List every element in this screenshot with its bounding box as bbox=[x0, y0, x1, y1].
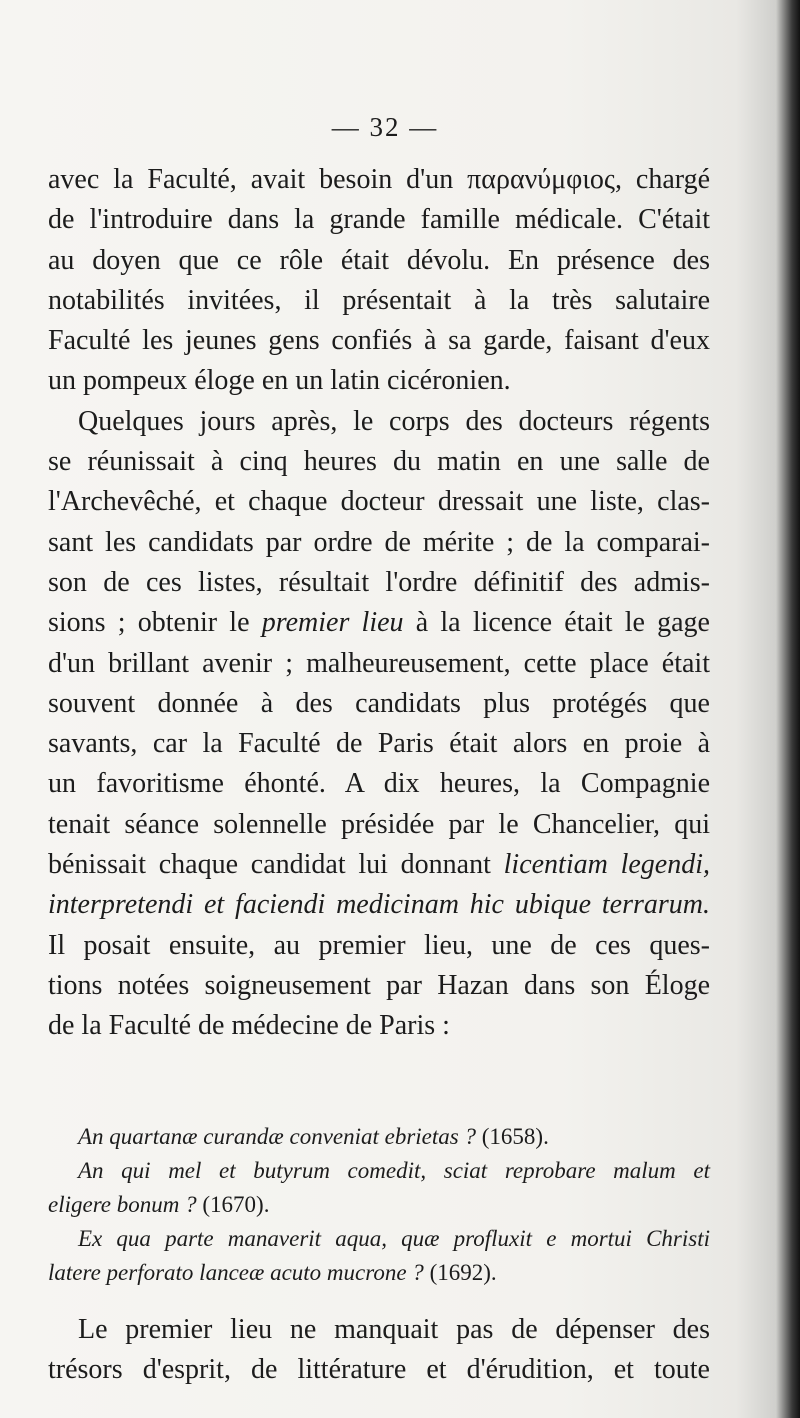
quotation-item bbox=[48, 1188, 710, 1222]
text-line bbox=[48, 845, 710, 885]
text-line: un pompeux éloge en un latin cicéronien. bbox=[48, 365, 511, 397]
text-line: sant les candidats par ordre de mérite ; de la comparai- bbox=[48, 526, 710, 558]
text-line bbox=[48, 603, 710, 643]
quotation-text: latere perforato lanceæ acuto mucrone ? bbox=[48, 1260, 424, 1285]
italic-phrase: interpretendi et faciendi medicinam hic ubique terrarum. bbox=[48, 889, 710, 921]
text-segment: bénissait chaque candidat lui donnant bbox=[48, 849, 504, 881]
text-line: souvent donnée à des candidats plus protégés que bbox=[48, 687, 710, 719]
italic-phrase: licentiam legendi, bbox=[503, 849, 710, 881]
text-line: notabilités invitées, il présentait à la très salutaire bbox=[48, 284, 710, 316]
quotation-item: An qui mel et butyrum comedit, sciat reprobare malum et bbox=[78, 1158, 710, 1183]
text-line: un favoritisme éhonté. A dix heures, la Compagnie bbox=[48, 768, 710, 800]
quotation-item bbox=[48, 1120, 710, 1154]
quotation-year: (1670). bbox=[202, 1192, 270, 1217]
text-line: l'Archevêché, et chaque docteur dressait une liste, clas- bbox=[48, 486, 710, 518]
text-line: trésors d'esprit, de littérature et d'érudition, et toute bbox=[48, 1354, 710, 1386]
text-line: d'un brillant avenir ; malheureusement, cette place était bbox=[48, 647, 710, 679]
text-line: savants, car la Faculté de Paris était alors en proie à bbox=[48, 728, 710, 760]
main-text bbox=[48, 160, 710, 1047]
quotation-year: (1658). bbox=[481, 1124, 549, 1149]
quotation-text: An quartanæ curandæ conveniat ebrietas ? bbox=[78, 1124, 476, 1149]
text-line: Il posait ensuite, au premier lieu, une de ces ques- bbox=[48, 929, 710, 961]
text-segment: à la licence était le gage bbox=[403, 607, 710, 639]
text-line: son de ces listes, résultait l'ordre définitif des admis- bbox=[48, 566, 710, 598]
text-line: se réunissait à cinq heures du matin en une salle de bbox=[48, 446, 710, 478]
text-line: au doyen que ce rôle était dévolu. En présence des bbox=[48, 244, 710, 276]
text-line: Quelques jours après, le corps des docteurs régents bbox=[78, 405, 710, 437]
closing-paragraph bbox=[48, 1310, 710, 1391]
text-segment: sions ; obtenir le bbox=[48, 607, 262, 639]
text-line bbox=[48, 885, 710, 925]
page-number: — 32 — bbox=[331, 112, 439, 142]
text-line: avec la Faculté, avait besoin d'un παρανύμφιος, chargé bbox=[48, 164, 710, 195]
quotation-item: Ex qua parte manaverit aqua, quæ profluxit e mortui Christi bbox=[78, 1226, 710, 1251]
text-line: de l'introduire dans la grande famille médicale. C'était bbox=[48, 204, 710, 236]
text-line: de la Faculté de médecine de Paris : bbox=[48, 1010, 450, 1042]
text-line: tenait séance solennelle présidée par le Chancelier, qui bbox=[48, 808, 710, 840]
text-line: Le premier lieu ne manquait pas de dépenser des bbox=[78, 1314, 710, 1345]
quotation-text: eligere bonum ? bbox=[48, 1192, 197, 1217]
quotation-list bbox=[48, 1120, 710, 1290]
italic-phrase: premier lieu bbox=[261, 607, 404, 639]
quotation-year: (1692). bbox=[429, 1260, 497, 1285]
text-line: tions notées soigneusement par Hazan dans son Éloge bbox=[48, 969, 710, 1001]
quotation-item bbox=[48, 1256, 710, 1290]
text-line: Faculté les jeunes gens confiés à sa garde, faisant d'eux bbox=[48, 325, 710, 357]
